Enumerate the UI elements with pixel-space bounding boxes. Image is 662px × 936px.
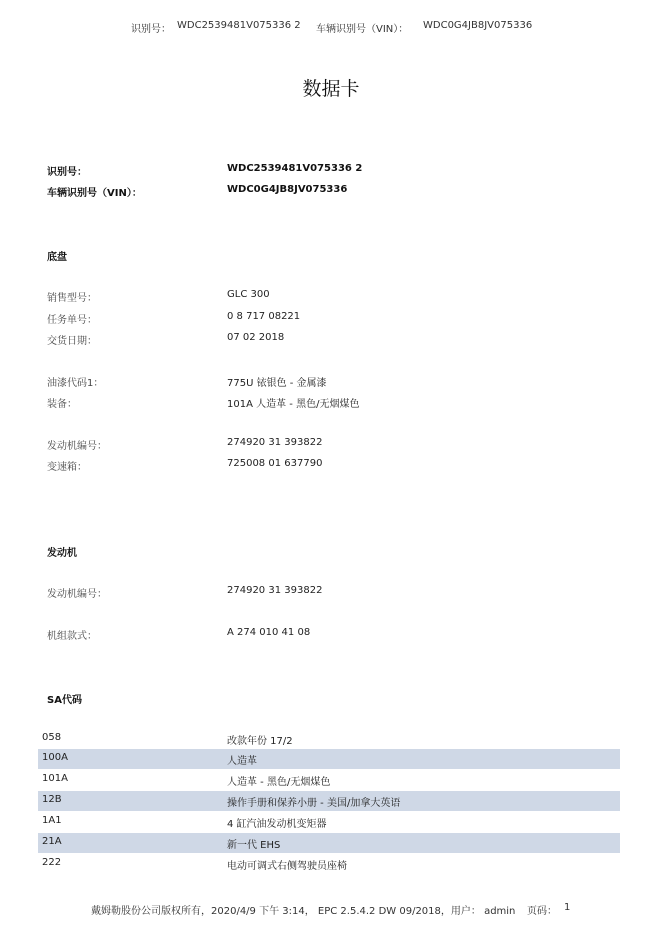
engine-row-value: A 274 010 41 08 <box>227 627 311 638</box>
footer-copyright: 戴姆勒股份公司版权所有，2020/4/9 下午 3:14， EPC 2.5.4.2 DW 09/2018，用户： admin <box>91 906 516 917</box>
sa-description: 改款年份 17/2 <box>227 736 293 747</box>
header-id-label: 识别号： <box>131 24 171 35</box>
engine-heading: 发动机 <box>47 548 77 559</box>
sa-code: 058 <box>42 732 62 743</box>
header-vin-label: 车辆识别号（VIN）： <box>316 24 409 35</box>
chassis-row-value: 07 02 2018 <box>227 332 285 343</box>
chassis-row-label: 任务单号： <box>47 315 97 326</box>
chassis-row-value: 101A 人造革 - 黑色/无烟煤色 <box>227 399 360 410</box>
footer-page-label: 页码： <box>527 906 557 917</box>
engine-row-value: 274920 31 393822 <box>227 585 323 596</box>
id-value: WDC2539481V075336 2 <box>227 163 363 174</box>
header-vin-value: WDC0G4JB8JV075336 <box>423 20 533 31</box>
chassis-row-label: 油漆代码1： <box>47 378 104 389</box>
sa-description: 人造革 - 黑色/无烟煤色 <box>227 777 331 788</box>
sa-code: 1A1 <box>42 815 62 826</box>
vin-value: WDC0G4JB8JV075336 <box>227 184 348 195</box>
id-label: 识别号： <box>47 167 87 178</box>
sa-description: 人造革 <box>227 756 257 767</box>
chassis-row-value: 0 8 717 08221 <box>227 311 301 322</box>
chassis-row-label: 装备： <box>47 399 77 410</box>
sa-description: 4 缸汽油发动机变矩器 <box>227 819 327 830</box>
sa-description: 新一代 EHS <box>227 840 281 851</box>
chassis-row-value: 274920 31 393822 <box>227 437 323 448</box>
engine-row-label: 机组款式： <box>47 631 97 642</box>
chassis-row-label: 交货日期： <box>47 336 97 347</box>
chassis-heading: 底盘 <box>47 252 67 263</box>
sa-row <box>38 791 620 811</box>
chassis-row-value: 725008 01 637790 <box>227 458 323 469</box>
sa-code: 101A <box>42 773 68 784</box>
page-title: 数据卡 <box>302 78 360 100</box>
sa-row <box>38 770 620 790</box>
sa-row <box>38 854 620 874</box>
sa-heading: SA代码 <box>47 695 82 706</box>
chassis-row-label: 销售型号： <box>47 293 97 304</box>
sa-code: 21A <box>42 836 62 847</box>
sa-description: 电动可调式右侧驾驶员座椅 <box>227 861 347 872</box>
sa-row <box>38 749 620 769</box>
footer-page-number: 1 <box>564 902 571 913</box>
chassis-row-value: GLC 300 <box>227 289 270 300</box>
chassis-row-value: 775U 铱银色 - 金属漆 <box>227 378 327 389</box>
sa-row <box>38 833 620 853</box>
sa-description: 操作手册和保养小册 - 美国/加拿大英语 <box>227 798 401 809</box>
sa-code: 222 <box>42 857 62 868</box>
chassis-row-label: 变速箱： <box>47 462 87 473</box>
sa-row <box>38 812 620 832</box>
sa-code: 12B <box>42 794 62 805</box>
sa-code: 100A <box>42 752 68 763</box>
header-id-value: WDC2539481V075336 2 <box>177 20 301 31</box>
engine-row-label: 发动机编号： <box>47 589 107 600</box>
sa-row <box>38 729 620 749</box>
chassis-row-label: 发动机编号： <box>47 441 107 452</box>
vin-label: 车辆识别号（VIN）： <box>47 188 142 199</box>
